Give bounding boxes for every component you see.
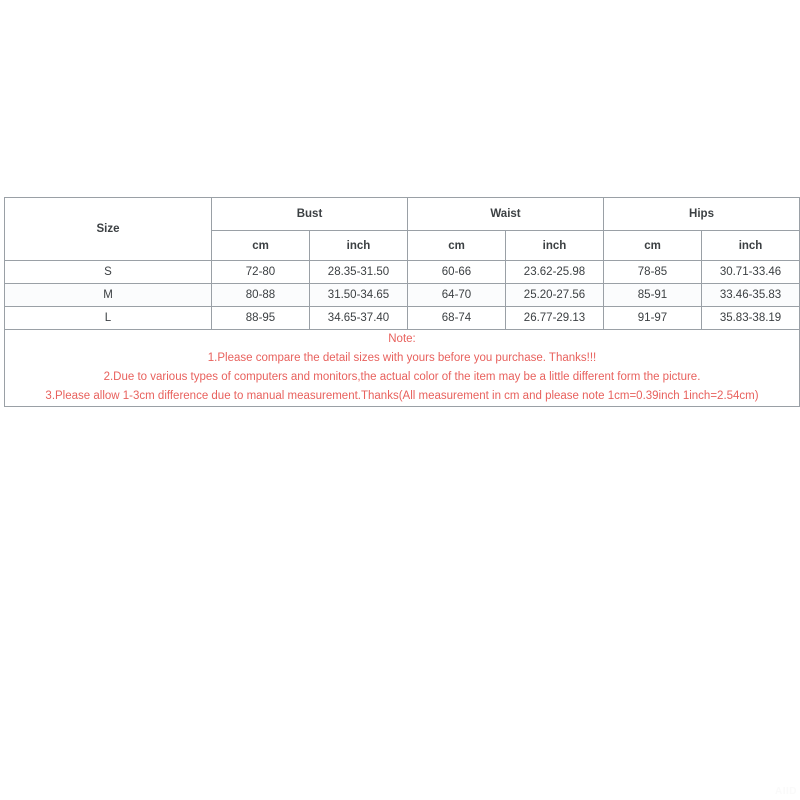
cell-hips-cm: 85-91 [604,284,702,307]
cell-hips-cm: 78-85 [604,261,702,284]
header-size: Size [5,198,212,261]
cell-bust-cm: 72-80 [212,261,310,284]
cell-waist-cm: 68-74 [408,307,506,330]
cell-bust-cm: 88-95 [212,307,310,330]
header-unit-hips-inch: inch [702,231,800,261]
cell-bust-inch: 31.50-34.65 [310,284,408,307]
cell-hips-inch: 35.83-38.19 [702,307,800,330]
cell-hips-inch: 33.46-35.83 [702,284,800,307]
header-group-bust: Bust [212,198,408,231]
header-unit-waist-inch: inch [506,231,604,261]
table-row [5,307,800,330]
header-row-groups [5,198,800,231]
notes-block [5,330,799,406]
watermark: AIID [775,786,797,797]
header-unit-bust-inch: inch [310,231,408,261]
notes-line-1: 1.Please compare the detail sizes with yours before you purchase. Thanks!!! [207,352,597,364]
size-chart-table [4,197,800,407]
header-group-waist: Waist [408,198,604,231]
cell-waist-cm: 60-66 [408,261,506,284]
notes-cell [5,330,800,407]
cell-hips-cm: 91-97 [604,307,702,330]
header-unit-waist-cm: cm [408,231,506,261]
cell-hips-inch: 30.71-33.46 [702,261,800,284]
table-row [5,284,800,307]
notes-line-3: 3.Please allow 1-3cm difference due to manual measurement.Thanks(All measurement in cm and please note 1cm=0.39inch 1inch=2.54cm) [45,390,759,402]
size-chart-container [4,197,800,407]
notes-row [5,330,800,407]
cell-waist-inch: 25.20-27.56 [506,284,604,307]
cell-size: L [5,307,212,330]
cell-waist-cm: 64-70 [408,284,506,307]
cell-waist-inch: 23.62-25.98 [506,261,604,284]
cell-bust-inch: 28.35-31.50 [310,261,408,284]
notes-title: Note: [388,333,416,345]
cell-bust-inch: 34.65-37.40 [310,307,408,330]
notes-line-2: 2.Due to various types of computers and monitors,the actual color of the item may be a little different form the picture. [103,371,701,383]
header-group-hips: Hips [604,198,800,231]
header-unit-hips-cm: cm [604,231,702,261]
cell-bust-cm: 80-88 [212,284,310,307]
header-unit-bust-cm: cm [212,231,310,261]
cell-waist-inch: 26.77-29.13 [506,307,604,330]
table-row [5,261,800,284]
cell-size: M [5,284,212,307]
cell-size: S [5,261,212,284]
